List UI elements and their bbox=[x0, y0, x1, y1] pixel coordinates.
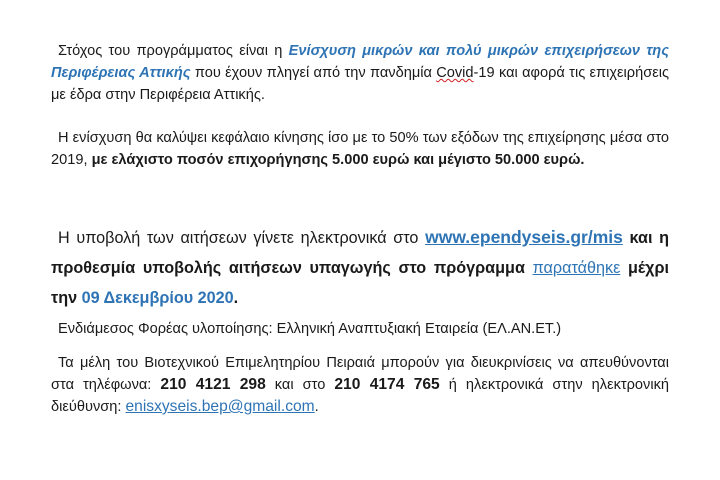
goal-text-3: -19 και αφορά τις επιχειρήσεις με έδρα στην Περιφέρεια Αττικής. bbox=[51, 65, 669, 103]
goal-text-1: Στόχος του προγράμματος είναι η bbox=[58, 43, 289, 59]
intermediary-paragraph bbox=[51, 318, 669, 340]
contact-text-1: Τα μέλη του Βιοτεχνικού Επιμελητηρίου Πειραιά μπορούν για διευκρινίσεις να απευθύνονται στα τηλέφωνα: bbox=[51, 355, 669, 393]
extended-link[interactable]: παρατάθηκε bbox=[532, 259, 621, 277]
goal-text-2: που έχουν πληγεί από την πανδημία bbox=[190, 65, 437, 81]
email-link[interactable]: enisxyseis.bep@gmail.com bbox=[125, 398, 315, 415]
submission-text-2: και η προθεσμία υποβολής αιτήσεων υπαγωγής στο πρόγραμμα bbox=[51, 229, 669, 277]
funding-text: Η ενίσχυση θα καλύψει κεφάλαιο κίνησης ίσο με το 50% των εξόδων της επιχείρησης μέσα στο 2019, bbox=[51, 130, 669, 168]
submission-text-3: μέχρι την bbox=[51, 259, 669, 307]
contact-text-4: . bbox=[314, 399, 319, 415]
deadline-date: 09 Δεκεμβρίου 2020 bbox=[81, 289, 234, 307]
phone-number-2: 210 4174 765 bbox=[334, 376, 440, 393]
funding-paragraph bbox=[51, 127, 669, 171]
submission-text-4: . bbox=[233, 289, 239, 307]
contact-text-2: και στο bbox=[265, 377, 335, 393]
submission-text-1: Η υποβολή των αιτήσεων γίνετε ηλεκτρονικά στο bbox=[58, 229, 426, 247]
contact-text-3: ή ηλεκτρονικά στην ηλεκτρονική διεύθυνση: bbox=[51, 377, 670, 415]
intermediary-text: Ενδιάμεσος Φορέας υλοποίησης: Ελληνική Αναπτυξιακή Εταιρεία (ΕΛ.ΑΝ.ΕΤ.) bbox=[58, 321, 562, 337]
funding-amounts: με ελάχιστο ποσόν επιχορήγησης 5.000 ευρώ και μέγιστο 50.000 ευρώ. bbox=[91, 152, 585, 168]
phone-number-1: 210 4121 298 bbox=[160, 376, 266, 393]
goal-highlight: Ενίσχυση μικρών και πολύ μικρών επιχειρήσεων της Περιφέρειας Αττικής bbox=[51, 43, 669, 81]
covid-word: Covid bbox=[436, 65, 474, 81]
program-goal-paragraph bbox=[51, 40, 669, 106]
contact-paragraph bbox=[51, 352, 669, 418]
ependyseis-link[interactable]: www.ependyseis.gr/mis bbox=[425, 227, 623, 247]
submission-paragraph bbox=[51, 222, 669, 313]
